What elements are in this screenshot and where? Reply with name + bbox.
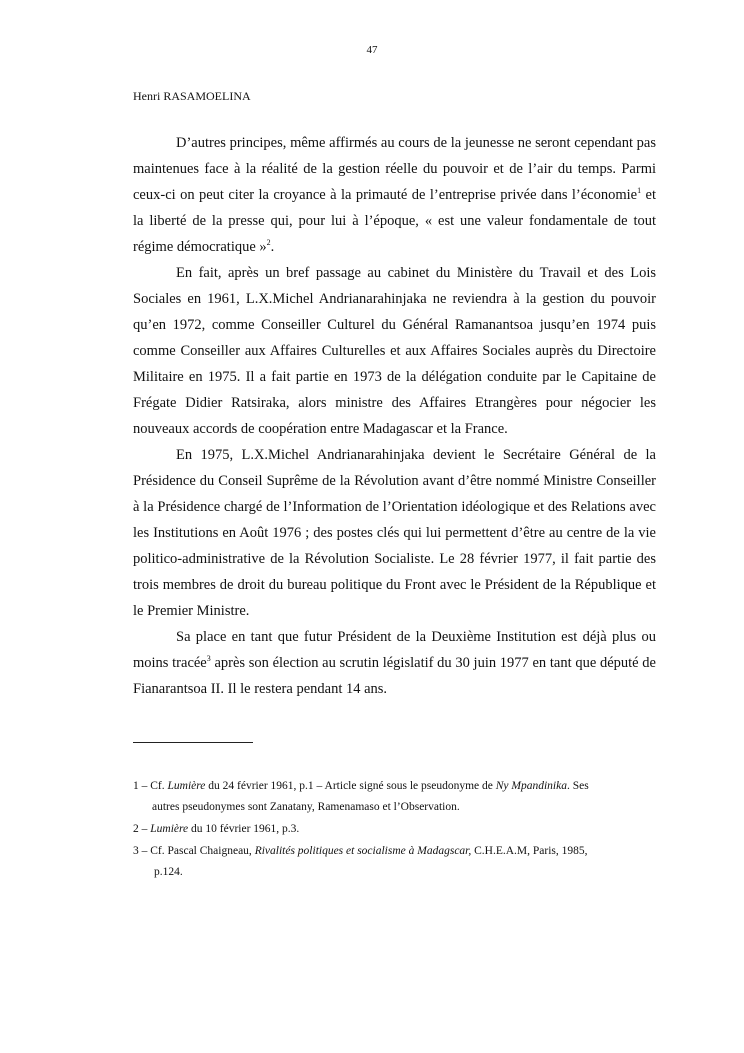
footnote-2-end: du 10 février 1961, p.3. [188,823,300,835]
paragraph-3: En 1975, L.X.Michel Andrianarahinjaka devient le Secrétaire Général de la Présidence du Conseil Suprême de la Révolution avant d’être nommé Ministre Conseiller à la Présidence chargé de l’Information de l’Orientation idéologique et des Relations avec les Institutions en Août 1976 ; des postes clés qui lui permettent d’être au centre de la vie politico-administrative de la Révolution Socialiste. Le 28 février 1977, il fait partie des trois membres de droit du bureau politique du Front avec le Président de la République et le Premier Ministre. [133,447,656,619]
paragraph-1-text-a: D’autres principes, même affirmés au cours de la jeunesse ne seront cependant pas maintenues face à la réalité de la gestion réelle du pouvoir et de l’air du temps. Parmi ceux-ci on peut citer la croyance à la primauté de l’entreprise privée dans l’économie [133,135,656,203]
footnote-2-title: Lumière [150,823,189,835]
footnote-2-prefix: 2 – [133,823,151,835]
body-text [133,130,656,702]
paragraph-1 [133,130,656,260]
paragraph-4 [133,624,656,702]
footnote-3 [133,841,653,883]
paragraph-1-text-b: et la liberté de la presse qui, pour lui à l’époque, « est une valeur fondamentale de tout régime démocratique » [133,187,656,255]
footnote-1-title: Lumière [167,780,206,792]
footnote-1-end: . Ses [566,780,589,792]
footnote-1-mid: du 24 février 1961, p.1 – Article signé sous le pseudonyme de [205,780,496,792]
footnote-separator [133,742,253,743]
author-header: Henri RASAMOELINA [133,89,251,103]
footnote-ref-3[interactable]: 3 [206,654,211,664]
page-number: 47 [366,44,378,56]
paragraph-2: En fait, après un bref passage au cabinet du Ministère du Travail et des Lois Sociales en 1961, L.X.Michel Andrianarahinjaka ne reviendra à la gestion du pouvoir qu’en 1972, comme Conseiller Culturel du Général Ramanantsoa jusqu’en 1974 puis comme Conseiller aux Affaires Culturelles et aux Affaires Sociales auprès du Directoire Militaire en 1975. Il a fait partie en 1973 de la délégation conduite par le Capitaine de Frégate Didier Ratsiraka, alors ministre des Affaires Etrangères pour négocier les nouveaux accords de coopération entre Madagascar et la France. [133,265,656,437]
footnote-3-end: C.H.E.A.M, Paris, 1985, [471,845,588,857]
footnote-1-prefix: 1 – Cf. [133,780,168,792]
footnote-1 [133,776,653,818]
paragraph-4-text-b: après son élection au scrutin législatif du 30 juin 1977 en tant que député de Fianarantsoa II. Il le restera pendant 14 ans. [133,655,656,697]
footnote-2 [133,819,653,840]
paragraph-1-text-c: . [270,239,275,255]
paragraph-4-text-a: Sa place en tant que futur Président de la Deuxième Institution est déjà plus ou moins tracée [133,629,656,671]
footnote-ref-2[interactable]: 2 [266,238,271,248]
footnote-1-continuation: autres pseudonymes sont Zanatany, Ramenamaso et l’Observation. [152,801,460,813]
footnote-3-continuation: p.124. [154,866,183,878]
footnote-1-pseudonym: Ny Mpandinika [495,780,567,792]
footnote-ref-1[interactable]: 1 [637,186,642,196]
footnote-3-prefix: 3 – Cf. Pascal Chaigneau, [133,845,255,857]
footnotes [133,776,653,884]
footnote-3-title: Rivalités politiques et socialisme à Madagscar, [254,845,472,857]
